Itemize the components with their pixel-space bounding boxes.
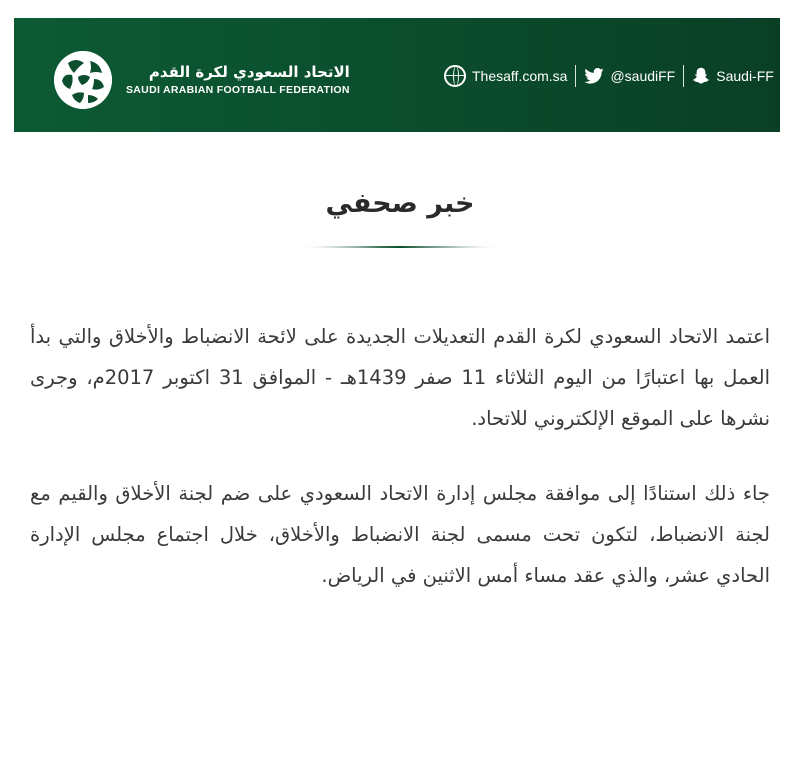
snapchat-icon xyxy=(692,67,710,85)
globe-icon xyxy=(444,65,466,87)
twitter-icon xyxy=(584,68,604,84)
twitter-handle[interactable]: @saudiFF xyxy=(610,68,676,84)
article-body xyxy=(30,316,770,630)
paragraph: اعتمد الاتحاد السعودي لكرة القدم التعديلات الجديدة على لائحة الانضباط والأخلاق والتي بدأ العمل بها اعتبارًا من اليوم الثلاثاء 11 صفر 1439هـ - الموافق 31 اكتوبر 2017م، وجرى نشرها على الموقع الإلكتروني للاتحاد. xyxy=(30,325,770,430)
divider xyxy=(683,65,684,87)
snapchat-handle[interactable]: Saudi-FF xyxy=(716,68,774,84)
divider xyxy=(575,65,576,87)
header-banner xyxy=(14,18,780,132)
federation-logo[interactable] xyxy=(54,50,394,110)
federation-name xyxy=(126,62,350,98)
federation-name-english: SAUDI ARABIAN FOOTBALL FEDERATION xyxy=(126,84,350,96)
federation-emblem-icon xyxy=(54,51,112,109)
website-link[interactable]: Thesaff.com.sa xyxy=(472,68,568,84)
page-title: خبر صحفي xyxy=(325,188,475,219)
federation-name-arabic: الاتحاد السعودي لكرة القدم xyxy=(148,63,350,81)
social-links xyxy=(444,64,774,88)
title-underline xyxy=(298,245,502,249)
paragraph: جاء ذلك استنادًا إلى موافقة مجلس إدارة الاتحاد السعودي على ضم لجنة الأخلاق والقيم مع لجنة الانضباط، لتكون تحت مسمى لجنة الانضباط والأخلاق، خلال اجتماع مجلس الإدارة الحادي عشر، والذي عقد مساء أمس الاثنين في الرياض. xyxy=(30,482,770,587)
